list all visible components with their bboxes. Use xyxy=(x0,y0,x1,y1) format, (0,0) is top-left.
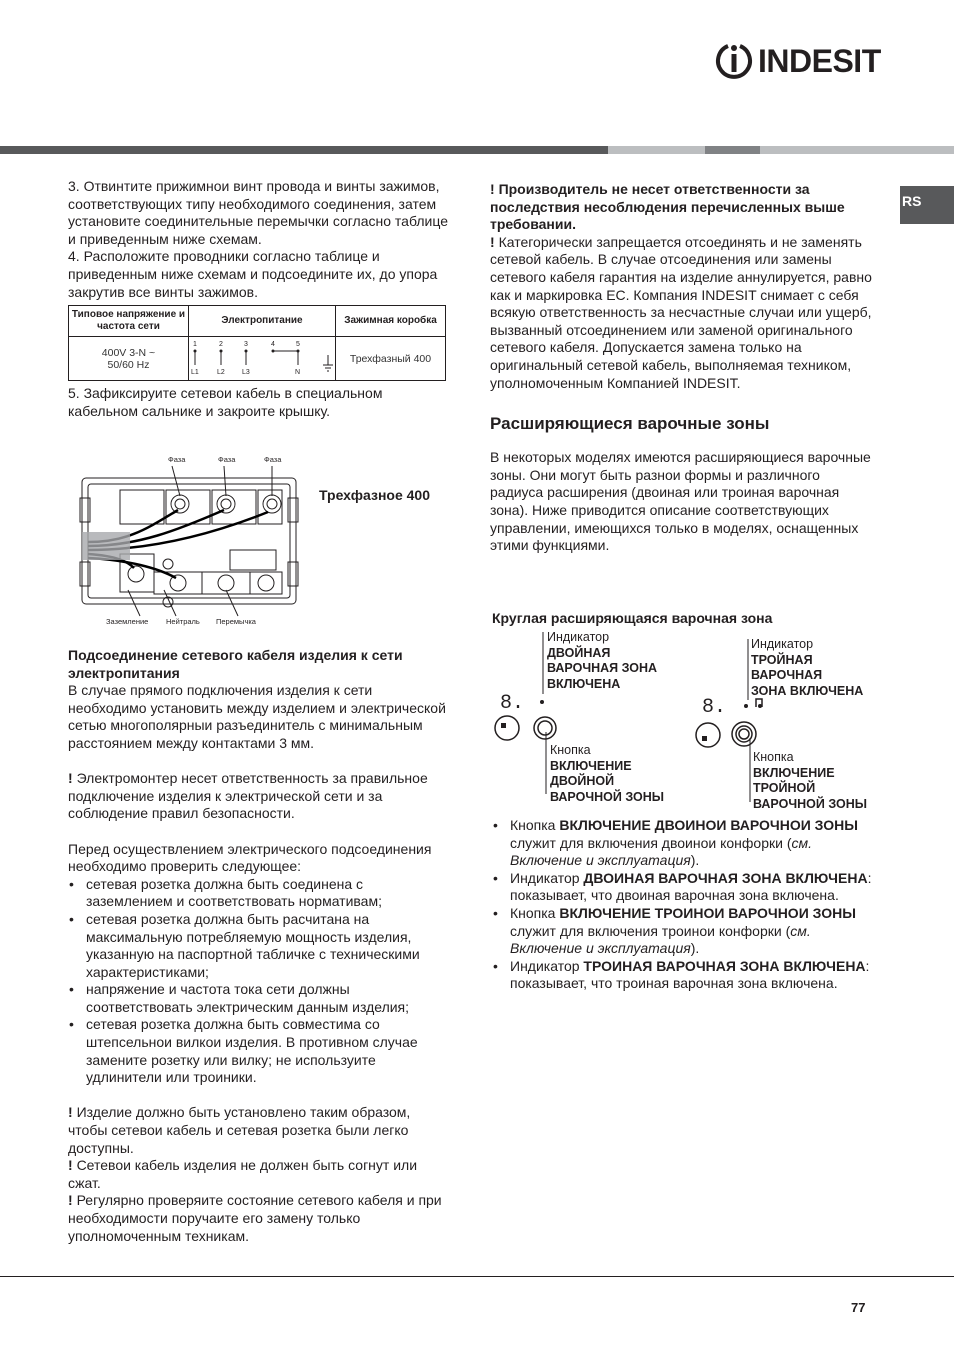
terminal-scheme xyxy=(190,337,335,377)
phase-label-1: Фаза xyxy=(168,455,186,464)
bullet-post: служит для включения двоинои конфорки ( xyxy=(510,834,792,851)
bullet-pre: Индикатор xyxy=(510,869,584,886)
ground-label: Заземление xyxy=(106,617,149,626)
warning-mark: ! xyxy=(68,770,73,787)
warning-mark: ! xyxy=(490,181,495,197)
warning-2 xyxy=(68,1157,448,1192)
triple-zone-button-icon xyxy=(696,722,756,747)
header-power: Электропитание xyxy=(189,306,336,337)
button-double-label-3: ДВОЙНОЙ xyxy=(550,774,615,788)
bullet-pre: Кнопка xyxy=(510,904,560,921)
cell-voltage xyxy=(69,337,189,381)
list-item xyxy=(492,958,872,993)
step-5: 5. Зафиксируите сетевои кабель в специальном кабельном сальнике и закроите крышку. xyxy=(68,385,383,419)
terminal-num-4: 4 xyxy=(270,341,275,349)
language-tab: RS xyxy=(900,186,954,224)
header-bar-light-right xyxy=(760,146,954,154)
bullet-bold: ВКЛЮЧЕНИЕ ДВОИНОИ ВАРОЧНОИ ЗОНЫ xyxy=(559,817,858,833)
section-title: Расширяющиеся варочные зоны xyxy=(490,414,770,434)
terminal-num-1: 1 xyxy=(192,341,197,349)
zones-title: Круглая расширяющаяся варочная зона xyxy=(492,610,773,626)
terminal-num-5: 5 xyxy=(295,341,300,349)
cable-warning xyxy=(490,234,875,392)
electrician-text: Электромонтер несет ответственность за правильное подключение изделия к электрической сети и за соблюдение правил безопасности. xyxy=(68,770,428,822)
brand-logo xyxy=(714,40,881,82)
header-box: Зажимная коробка xyxy=(336,306,446,337)
indicator-double-label-4: ВКЛЮЧЕНА xyxy=(547,676,621,691)
list-item xyxy=(492,905,872,958)
left-column-lower xyxy=(68,647,448,1245)
section-text: В некоторых моделях имеются расширяющиеся варочные зоны. Они могут быть разнои формы и различного радиуса расширения (двоиная или троиная варочная зона). Ниже приводится описание соответствующих управлении, имеющихся только в моделях, оснащенных этими функциями. xyxy=(490,449,871,554)
button-double-label-2: ВКЛЮЧЕНИЕ xyxy=(550,758,632,773)
display-double: 8. xyxy=(500,692,525,715)
warning-1 xyxy=(68,1104,448,1157)
phase-label-3: Фаза xyxy=(264,455,282,464)
list-item xyxy=(492,817,872,870)
bullet-bold: ВКЛЮЧЕНИЕ ТРОИНОИ ВАРОЧНОИ ЗОНЫ xyxy=(559,904,856,921)
display-triple: 8. xyxy=(702,696,727,719)
connection-text: В случае прямого подключения изделия к сети необходимо установить между изделием и электрической сетью многополярныи разъединитель с минимальным расстоянием между контактами 3 мм. xyxy=(68,682,446,751)
terminal-num-2: 2 xyxy=(218,341,223,349)
header-bar-dark xyxy=(0,146,608,154)
list-item: • напряжение и частота тока сети должны соответствовать электрическим данным изделия; xyxy=(68,981,448,1016)
warning-3-text: Регулярно проверяите состояние сетевого кабеля и при необходимости поручаите его замену только уполномоченным техникам. xyxy=(68,1192,442,1244)
brand-name: INDESIT xyxy=(758,43,881,79)
terminal-num-3: 3 xyxy=(243,341,248,349)
list-item: • сетевая розетка должна быть расчитана на максимальную потребляемую мощность изделия, указанную на паспортной табличке с техническими характеристиками; xyxy=(68,911,448,981)
header-bar-mid xyxy=(705,146,760,154)
bullet-post: : показывает, что двоиная варочная зона включена. xyxy=(510,869,872,904)
button-triple-label-3: ТРОЙНОЙ xyxy=(753,781,816,795)
warning-mark: ! xyxy=(68,1157,73,1174)
warning-mark: ! xyxy=(490,233,495,250)
list-item xyxy=(492,870,872,905)
left-column xyxy=(68,178,448,420)
bullet-post: : показывает, что троиная варочная зона включена. xyxy=(510,957,870,992)
diagram-title: Трехфазное 400 xyxy=(319,487,430,503)
power-table-row xyxy=(69,337,446,381)
bullet-pre: Индикатор xyxy=(510,957,584,974)
page-number: 77 xyxy=(851,1300,866,1315)
phase-label-2: Фаза xyxy=(218,455,236,464)
zones-diagram xyxy=(490,610,880,815)
right-column xyxy=(490,181,875,555)
step-3: 3. Отвинтите прижимнои винт провода и винты зажимов, соответствующих типу необходимого соединения, затем установите соединительные перемычки согласно таблице и приведенным ниже схемам. xyxy=(68,178,448,247)
terminal-label-l1: L1 xyxy=(190,369,199,377)
bullet-italic: см. Включение и эксплуатация xyxy=(510,922,811,957)
terminal-label-n: N xyxy=(294,369,300,377)
jumper-label: Перемычка xyxy=(216,617,256,626)
zones-controls xyxy=(490,610,880,815)
header-voltage: Типовое напряжение и частота сети xyxy=(69,306,189,337)
list-item: • сетевая розетка должна быть соединена с заземлением и соответствовать нормативам; xyxy=(68,876,448,911)
warning-3 xyxy=(68,1192,448,1245)
bullet-post: служит для включения троинои конфорки ( xyxy=(510,922,791,939)
list-item: • сетевая розетка должна быть совместима со штепсельнои вилкои изделия. В противном случае замените розетку или вилку; не используите удлинители или троиники. xyxy=(68,1016,448,1086)
cell-terminals xyxy=(189,337,336,381)
terminal-label-l2: L2 xyxy=(216,369,225,377)
button-double-label-4: ВАРОЧНОЙ ЗОНЫ xyxy=(550,789,664,804)
indicator-triple-label-3: ВАРОЧНАЯ xyxy=(751,668,823,682)
check-intro: Перед осуществлением электрического подсоединения необходимо проверить следующее: xyxy=(68,840,432,875)
indicator-triple-label-2: ТРОЙНАЯ xyxy=(751,652,813,667)
footer-rule xyxy=(0,1276,954,1277)
cell-box: Трехфазный 400 xyxy=(336,337,446,381)
indicator-double-label-3: ВАРОЧНАЯ ЗОНА xyxy=(547,661,658,675)
indicator-double-label-2: ДВОЙНАЯ xyxy=(547,645,611,660)
bullet-end: ). xyxy=(690,852,700,869)
wiring-diagram xyxy=(68,450,448,630)
button-double-label-1: Кнопка xyxy=(550,743,591,757)
button-triple-label-1: Кнопка xyxy=(753,750,794,764)
power-table-header xyxy=(69,306,446,337)
bullet-bold: ДВОИНАЯ ВАРОЧНАЯ ЗОНА ВКЛЮЧЕНА xyxy=(583,869,868,886)
indicator-double-label-1: Индикатор xyxy=(547,630,610,644)
header-bar xyxy=(0,146,954,154)
check-list xyxy=(68,876,448,1087)
warning-mark: ! xyxy=(68,1192,73,1209)
bullet-pre: Кнопка xyxy=(510,817,560,833)
bullet-bold: ТРОИНАЯ ВАРОЧНАЯ ЗОНА ВКЛЮЧЕНА xyxy=(583,957,866,974)
warning-2-text: Сетевои кабель изделия не должен быть согнут или сжат. xyxy=(68,1157,418,1191)
electrician-note xyxy=(68,770,448,823)
neutral-label: Нейтраль xyxy=(166,617,200,626)
zones-bullet-list xyxy=(492,817,872,993)
bullet-italic: см. Включение и эксплуатация xyxy=(510,834,812,869)
manufacturer-warning-text: Производитель не несет ответственности за последствия несоблюдения перечисленных выше требовании. xyxy=(490,181,845,233)
header-bar-light xyxy=(608,146,705,154)
warning-1-text: Изделие должно быть установлено таким образом, чтобы сетевои кабель и сетевая розетка были легко доступны. xyxy=(68,1104,411,1156)
warning-mark: ! xyxy=(68,1104,73,1121)
indicator-triple-label-4: ЗОНА ВКЛЮЧЕНА xyxy=(751,683,864,698)
indicator-triple-label-1: Индикатор xyxy=(751,637,814,651)
bullet-end: ). xyxy=(690,940,700,957)
manufacturer-warning xyxy=(490,181,875,234)
indesit-logo-icon xyxy=(714,41,754,81)
button-triple-label-4: ВАРОЧНОЙ ЗОНЫ xyxy=(753,796,867,811)
power-table xyxy=(68,305,446,381)
cable-warning-text: Категорически запрещается отсоединять и не заменять сетевой кабель. В случае отсоединения или замены сетевого кабеля гарантия на изделие аннулируется, равно как и маркировка ЕС. Компания INDESIT снимает с себя всякую ответственность за несчастные случаи или ущерб, вызванный отсоединением или заменой оригинального сетевого кабеля. Допускается замена только на оригинальный сетевой кабель, выполняемая техником, уполномоченным Компанией INDESIT. xyxy=(490,233,872,391)
button-triple-label-2: ВКЛЮЧЕНИЕ xyxy=(753,765,835,780)
voltage-value: 400V 3-N ~ 50/60 Hz xyxy=(101,346,156,371)
terminal-label-l3: L3 xyxy=(241,369,250,377)
connection-heading: Подсоединение сетевого кабеля изделия к сети электропитания xyxy=(68,647,403,681)
step-4: 4. Расположите проводники согласно таблице и приведенным ниже схемам и подсоедините их, до упора закрутив все винты зажимов. xyxy=(68,248,438,300)
